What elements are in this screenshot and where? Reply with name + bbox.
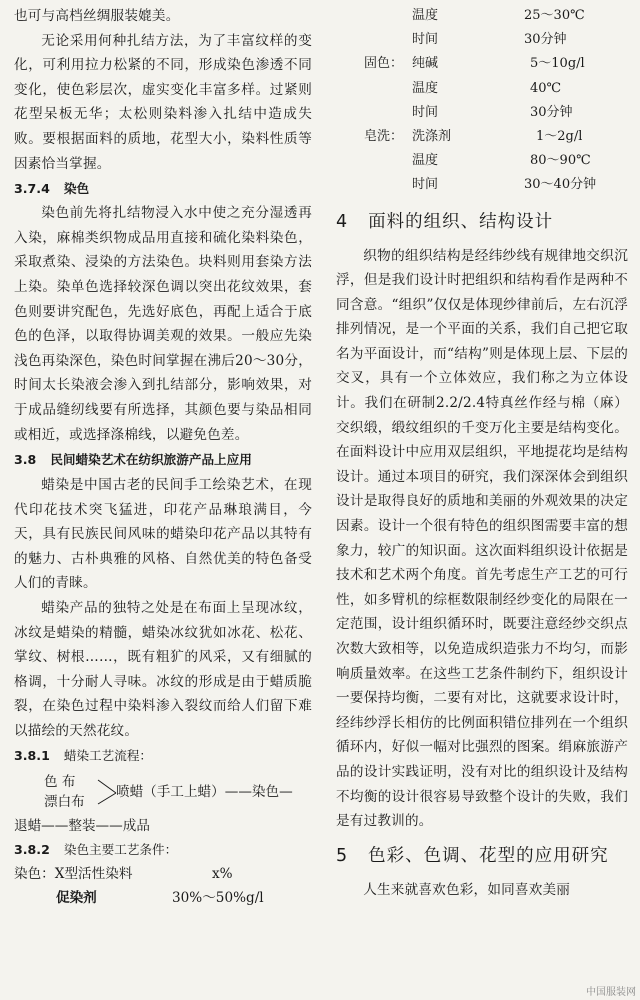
left-column xyxy=(14,4,312,911)
table-row xyxy=(336,101,628,125)
paragraph-structure-design: 织物的组织结构是经纬纱线有规律地交织沉浮，但是我们设计时把组织和结构看作是两种不同含意。“组织”仅仅是体现纱律前后，左右沉浮排列情况，是一个平面的关系，我们自己把它取名为平面设计，而“结构”则是体现上层、下层的交叉，具有一个立体效应，我们称之为立体设计。我们在研制2.2/2.4特真丝作经与棉（麻）交织缎，缎纹组织的千变万化主要是结构变化。在面料设计中应用双层组织，平地提花均是结构设计。通过本项目的研究，我们深深体会到组织设计是取得良好的质地和美丽的外观效果的决定因素。设计一个很有特色的组织图需要丰富的想象力，较广的知识面。这次面料组织设计依据是技术和艺术两个角度。首先考虑生产工艺的可行性，如多臂机的综框数限制经纱变化的局限在一定范围，设计组织循环时，既要注意经纱交织点次数大致相等，以免造成织造张力不均匀，而影响质量效率。在这些工艺条件制约下，组织设计一要保持均衡，二要有对比，这就要求设计时，经纬纱浮长相仿的比例面积错位排列在一个组织循环内，好似一幅对比强烈的图案。绢麻旅游产品的设计实践证明，没有对比的组织设计及结构不均衡的设计很容易导致整个设计的失败，我们是有过教训的。 xyxy=(336,247,628,830)
row-value: 30～40分钟 xyxy=(524,177,597,193)
row-item: 时间 xyxy=(412,32,439,48)
condition-value: x% xyxy=(212,865,233,882)
condition-row xyxy=(14,886,312,911)
section-4-title xyxy=(336,208,628,236)
row-group: 固色： xyxy=(364,56,404,72)
table-row xyxy=(336,173,628,197)
row-value: 30分钟 xyxy=(530,104,573,120)
row-value: 80～90℃ xyxy=(530,153,591,169)
table-row xyxy=(336,52,628,76)
condition-label: 促染剂 xyxy=(56,890,97,907)
table-row xyxy=(336,125,628,149)
section-number: 5 xyxy=(336,845,349,866)
right-column xyxy=(336,4,628,902)
process-flow xyxy=(14,768,312,838)
heading-3-7-4 xyxy=(14,177,312,200)
paragraph-dyeing: 染色前先将扎结物浸入水中使之充分湿透再入染，麻棉类织物成品用直接和硫化染料染色，采取煮染、浸染的方法染色。块料则用套染方法上染。染单色选择较深色调以突出花纹效果，套色则要讲究配色，先选好底色，再配上适合于底色的色泽，以取得协调美观的效果。一般应先染浅色再染深色，染色时间掌握在沸后20～30分，时间太长染液会渗入到扎结部分，影响效果，对于成品缝纫线要有所选择，其颜色要与染品相同或相近，或选择涤棉线，以避免色差。 xyxy=(14,205,312,443)
row-item: 纯碱 xyxy=(412,56,439,72)
row-item: 温度 xyxy=(412,80,439,96)
heading-title: 染色 xyxy=(63,181,90,197)
section-title-text: 面料的组织、结构设计 xyxy=(368,211,554,232)
heading-3-8 xyxy=(14,448,312,472)
table-row xyxy=(336,28,628,52)
section-title-text: 色彩、色调、花型的应用研究 xyxy=(368,845,609,866)
row-value: 5～10g/l xyxy=(530,56,585,72)
heading-title: 蜡染工艺流程： xyxy=(63,747,153,763)
section-5-title xyxy=(336,842,628,870)
watermark-logo: 中国服装网 xyxy=(586,987,636,998)
table-row xyxy=(336,149,628,173)
heading-3-8-1 xyxy=(14,744,312,768)
heading-number: 3.8 xyxy=(14,452,37,468)
paragraph-tie-method: 无论采用何种扎结方法，为了丰富纹样的变化，可利用拉力松紧的不同，形成染色渗透不同变化，使色彩层次，虚实变化丰富多样。过紧则花型呆板无华；太松则染料渗入扎结中造成失败。要根据面料的质地，花型大小，染料性质等因素恰当掌握。 xyxy=(14,32,312,172)
paragraph-color-intro: 人生来就喜欢色彩，如同喜欢美丽 xyxy=(363,881,571,898)
flow-input-color-cloth: 色 布 xyxy=(44,773,76,790)
heading-number: 3.8.2 xyxy=(14,841,50,857)
row-value: 40℃ xyxy=(530,80,562,96)
paragraph-batik-ice-crackle: 蜡染产品的独特之处是在布面上呈现冰纹，冰纹是蜡染的精髓，蜡染冰纹犹如冰花、松花、掌纹、树根……，既有粗犷的风采，又有细腻的格调，十分耐人寻味。冰纹的形成是由于蜡质脆裂，在染色过程中染料渗入裂纹而给人们留下难以描绘的天然花纹。 xyxy=(14,600,312,740)
row-value: 25～30℃ xyxy=(524,8,585,23)
section-number: 4 xyxy=(336,211,349,232)
paragraph-intro-end: 也可与高档丝绸服装媲美。 xyxy=(14,8,180,24)
paragraph-batik-intro: 蜡染是中国古老的民间手工绘染艺术，在现代印花技术突飞猛进，印花产品琳琅满目，今天，具有民族民间风味的蜡染印花产品以其特有的魅力、古朴典雅的风格、自然优美的特色备受人们的青睐。 xyxy=(14,477,312,592)
flow-finish-step: 退蜡——整装——成品 xyxy=(14,817,150,834)
row-group: 皂洗： xyxy=(364,128,404,144)
condition-value: 30%～50%g/l xyxy=(172,890,264,907)
flow-input-bleached-cloth: 漂白布 xyxy=(44,793,85,810)
heading-title: 民间蜡染艺术在纺织旅游产品上应用 xyxy=(50,452,252,468)
heading-title: 染色主要工艺条件： xyxy=(63,841,178,857)
row-value: 30分钟 xyxy=(524,32,567,48)
row-item: 时间 xyxy=(412,104,439,120)
row-item: 温度 xyxy=(412,8,439,23)
condition-row xyxy=(14,862,312,887)
table-row xyxy=(336,77,628,101)
table-row xyxy=(336,4,628,28)
heading-number: 3.7.4 xyxy=(14,181,50,197)
row-item: 时间 xyxy=(412,177,439,193)
heading-number: 3.8.1 xyxy=(14,747,50,763)
row-item: 温度 xyxy=(412,153,439,169)
heading-3-8-2 xyxy=(14,838,312,862)
row-value: 1～2g/l xyxy=(536,128,583,144)
condition-label: 染色：X型活性染料 xyxy=(14,865,133,882)
row-item: 洗涤剂 xyxy=(412,128,452,144)
process-conditions-table xyxy=(336,4,628,198)
flow-wax-step: 喷蜡（手工上蜡）——染色— xyxy=(116,783,293,800)
